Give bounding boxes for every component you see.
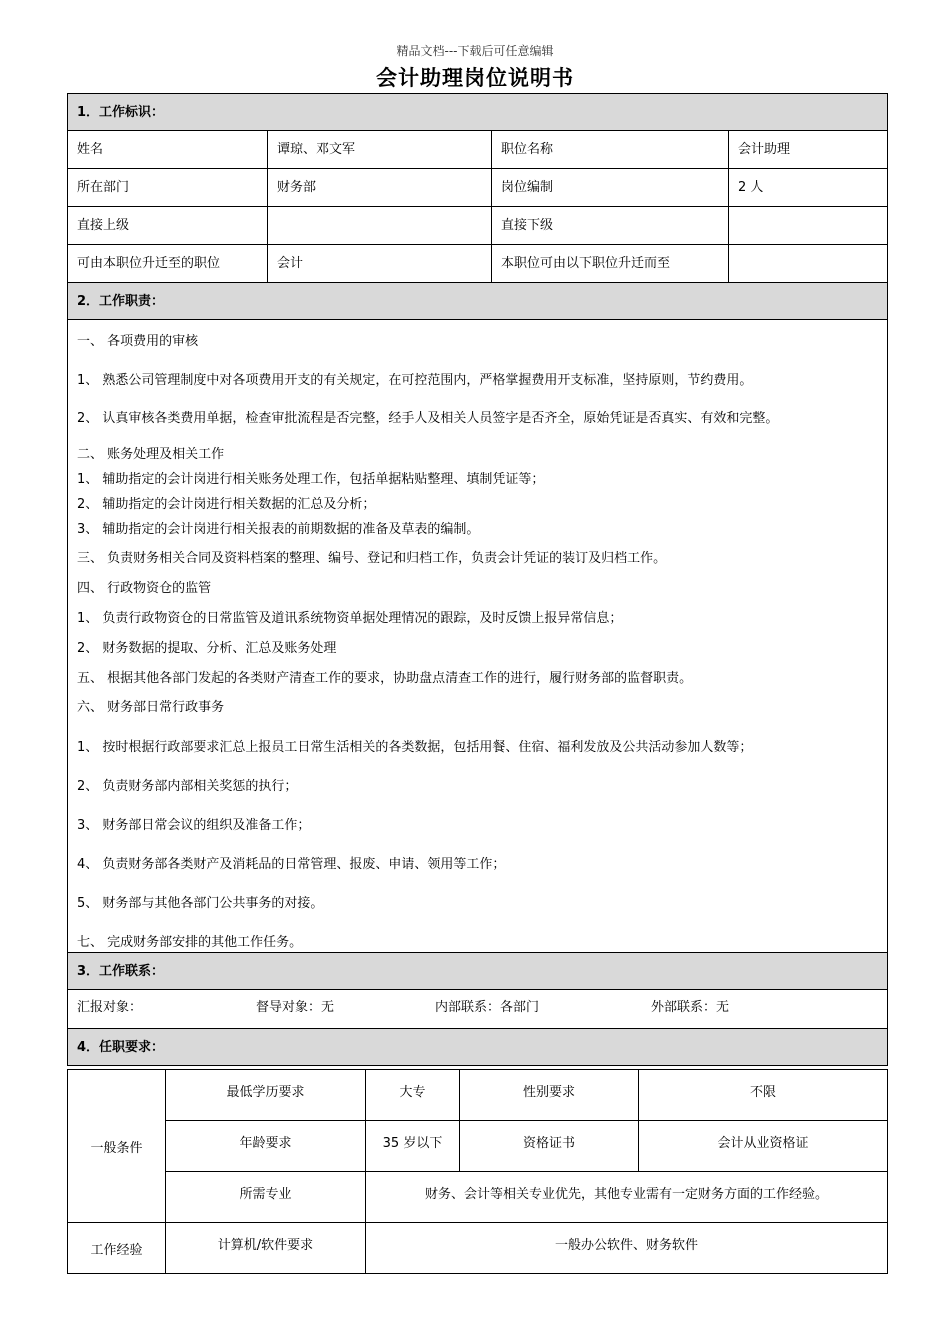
gender-value: 不限 xyxy=(639,1070,888,1121)
duty-item: 三、 负责财务相关合同及资料档案的整理、编号、登记和归档工作，负责会计凭证的装订及归档工作。 xyxy=(77,551,667,566)
computer-skill-label: 计算机/软件要求 xyxy=(166,1223,366,1274)
computer-skill-value: 一般办公软件、财务软件 xyxy=(366,1223,888,1274)
certificate-label: 资格证书 xyxy=(460,1121,639,1172)
department-value: 财务部 xyxy=(268,169,492,207)
position-value: 会计助理 xyxy=(729,131,888,169)
gender-label: 性别要求 xyxy=(460,1070,639,1121)
external-contact: 外部联系：无 xyxy=(651,1000,730,1015)
department-label: 所在部门 xyxy=(68,169,268,207)
age-label: 年龄要求 xyxy=(166,1121,366,1172)
general-conditions-label: 一般条件 xyxy=(68,1070,166,1223)
duty-item: 1、 按时根据行政部要求汇总上报员工日常生活相关的各类数据，包括用餐、住宿、福利发放及公共活动参加人数等； xyxy=(77,740,753,755)
duty-item: 4、 负责财务部各类财产及消耗品的日常管理、报废、申请、领用等工作； xyxy=(77,857,506,872)
headcount-label: 岗位编制 xyxy=(492,169,729,207)
promote-to-label: 可由本职位升迁至的职位 xyxy=(68,245,268,283)
age-value: 35 岁以下 xyxy=(366,1121,460,1172)
duty-item: 2、 认真审核各类费用单据，检查审批流程是否完整，经手人及相关人员签字是否齐全，原始凭证是否真实、有效和完整。 xyxy=(77,411,779,426)
name-label: 姓名 xyxy=(68,131,268,169)
duty-item: 四、 行政物资仓的监管 xyxy=(77,581,212,596)
duty-item: 5、 财务部与其他各部门公共事务的对接。 xyxy=(77,896,324,911)
direct-subordinate-label: 直接下级 xyxy=(492,207,729,245)
major-value: 财务、会计等相关专业优先，其他专业需有一定财务方面的工作经验。 xyxy=(366,1172,888,1223)
watermark-text: 精品文档---下载后可任意编辑 xyxy=(396,44,554,58)
direct-superior-label: 直接上级 xyxy=(68,207,268,245)
duty-item: 2、 财务数据的提取、分析、汇总及账务处理 xyxy=(77,641,337,656)
duty-item: 七、 完成财务部安排的其他工作任务。 xyxy=(77,935,303,950)
section-heading-duties: 2．工作职责： xyxy=(68,283,888,320)
duty-item: 1、 熟悉公司管理制度中对各项费用开支的有关规定，在可控范围内，严格掌握费用开支标准，坚持原则，节约费用。 xyxy=(77,373,753,388)
certificate-value: 会计从业资格证 xyxy=(639,1121,888,1172)
section-heading-relations: 3．工作联系： xyxy=(68,953,888,990)
duty-item: 1、 辅助指定的会计岗进行相关账务处理工作，包括单据粘贴整理、填制凭证等； xyxy=(77,472,545,487)
work-experience-label: 工作经验 xyxy=(68,1223,166,1274)
name-value: 谭琼、邓文军 xyxy=(268,131,492,169)
duty-item: 1、 负责行政物资仓的日常监管及道讯系统物资单据处理情况的跟踪，及时反馈上报异常信息； xyxy=(77,611,623,626)
duty-item: 一、 各项费用的审核 xyxy=(77,334,199,349)
promote-from-value xyxy=(729,245,888,283)
supervise: 督导对象：无 xyxy=(256,1000,335,1015)
duty-item: 六、 财务部日常行政事务 xyxy=(77,700,225,715)
promote-from-label: 本职位可由以下职位升迁而至 xyxy=(492,245,729,283)
direct-subordinate-value xyxy=(729,207,888,245)
duty-item: 五、 根据其他各部门发起的各类财产清查工作的要求，协助盘点清查工作的进行，履行财务部的监督职责。 xyxy=(77,671,693,686)
direct-superior-value xyxy=(268,207,492,245)
page-title: 会计助理岗位说明书 xyxy=(376,66,574,90)
position-label: 职位名称 xyxy=(492,131,729,169)
requirements-table xyxy=(67,1069,888,1274)
job-description-table xyxy=(67,93,888,1066)
duty-item: 3、 辅助指定的会计岗进行相关报表的前期数据的准备及草表的编制。 xyxy=(77,522,480,537)
duties-cell xyxy=(68,320,888,953)
headcount-value: 2 人 xyxy=(729,169,888,207)
section-heading-requirements: 4．任职要求： xyxy=(68,1029,888,1066)
major-label: 所需专业 xyxy=(166,1172,366,1223)
report-to: 汇报对象： xyxy=(77,1000,143,1015)
education-value: 大专 xyxy=(366,1070,460,1121)
contacts-row xyxy=(68,990,888,1029)
internal-contact: 内部联系：各部门 xyxy=(435,1000,540,1015)
duty-item: 二、 账务处理及相关工作 xyxy=(77,447,225,462)
duty-item: 3、 财务部日常会议的组织及准备工作； xyxy=(77,818,311,833)
duty-item: 2、 负责财务部内部相关奖惩的执行； xyxy=(77,779,298,794)
duty-item: 2、 辅助指定的会计岗进行相关数据的汇总及分析； xyxy=(77,497,376,512)
education-label: 最低学历要求 xyxy=(166,1070,366,1121)
promote-to-value: 会计 xyxy=(268,245,492,283)
section-heading-identity: 1．工作标识： xyxy=(68,94,888,131)
